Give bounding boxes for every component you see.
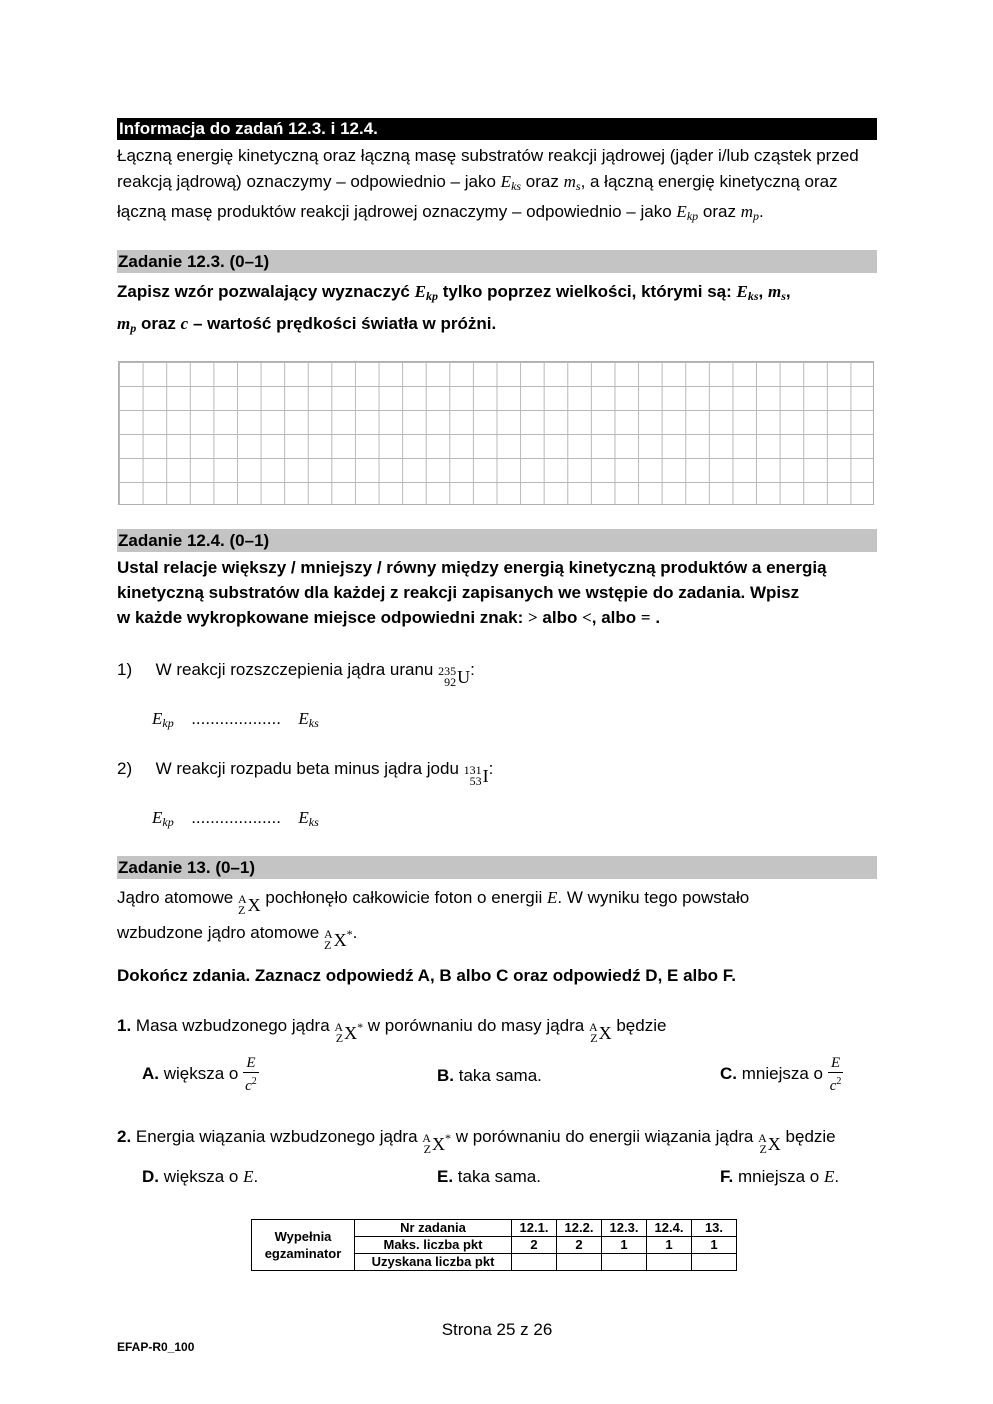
score-obtained-cell[interactable] xyxy=(557,1254,602,1271)
task-13-instruction: Dokończ zdania. Zaznacz odpowiedź A, B albo C oraz odpowiedź D, E albo F. xyxy=(117,966,736,985)
info-text xyxy=(117,143,877,229)
relation-line-2: $E_{kp}$ ................... $E_{ks}$ xyxy=(152,808,319,829)
option-E[interactable]: E. taka sama. xyxy=(437,1167,541,1186)
score-obtained-cell[interactable] xyxy=(512,1254,557,1271)
relation-line-1: $E_{kp}$ ................... $E_{ks}$ xyxy=(152,709,319,730)
score-task-col: 12.3. xyxy=(602,1220,647,1237)
info-line-3: łączną masę produktów reakcji jądrowej oznaczymy – odpowiednio – jako $E_{kp}$ oraz $m_p$. xyxy=(117,202,764,223)
task-12-4-question: Ustal relacje większy / mniejszy / równy między energią kinetyczną produktów a energią kinetyczną substratów dla każdej z reakcji zapisanych we wstępie do zadania. Wpisz w każde wykropkowane miejsce odpowiedni znak: > albo <, albo = . xyxy=(117,558,827,627)
option-B[interactable]: B. taka sama. xyxy=(437,1066,542,1085)
task-12-4-item-1: 1) W reakcji rozszczepienia jądra uranu 235 92 U : xyxy=(117,660,475,689)
task-13-header: Zadanie 13. (0–1) xyxy=(117,856,877,879)
answer-grid[interactable] xyxy=(118,361,874,505)
score-max-cell: 2 xyxy=(512,1237,557,1254)
statement-1: 1. Masa wzbudzonego jądra A Z X * w porównaniu do masy jądra A Z X będzie xyxy=(117,1016,667,1045)
score-task-col: 12.1. xyxy=(512,1220,557,1237)
option-C[interactable]: C. mniejsza o $\frac{E}{c^2}$ xyxy=(720,1055,842,1094)
score-task-col: 12.4. xyxy=(647,1220,692,1237)
score-max-cell: 1 xyxy=(647,1237,692,1254)
score-table-examiner: Wypełnia egzaminator xyxy=(252,1220,355,1271)
exam-code: EFAP-R0_100 xyxy=(117,1340,195,1354)
option-D[interactable]: D. większa o E. xyxy=(142,1167,259,1186)
score-max-cell: 1 xyxy=(692,1237,737,1254)
score-obtained-cell[interactable] xyxy=(647,1254,692,1271)
symbol-m-s: $m_s$ xyxy=(563,172,581,193)
score-table xyxy=(251,1219,737,1271)
task-12-4-header: Zadanie 12.4. (0–1) xyxy=(117,529,877,552)
symbol-E-ks: $E_{ks}$ xyxy=(500,172,522,193)
score-obtained-cell[interactable] xyxy=(692,1254,737,1271)
task-12-4-item-2: 2) W reakcji rozpadu beta minus jądra jodu 131 53 I : xyxy=(117,759,494,788)
score-task-col: 12.2. xyxy=(557,1220,602,1237)
score-table-label-obtained: Uzyskana liczba pkt xyxy=(355,1254,512,1271)
nuclide-uranium: 235 92 U xyxy=(438,664,471,689)
option-A[interactable]: A. większa o $\frac{E}{c^2}$ xyxy=(142,1055,257,1094)
exam-page xyxy=(117,0,877,1404)
symbol-E-kp: $E_{kp}$ xyxy=(676,202,699,223)
task-13-intro: Jądro atomowe A Z X pochłonęło całkowicie foton o energii E. W wyniku tego powstało wzbudzone jądro atomowe A Z X * . xyxy=(117,888,750,952)
blank-relation-2[interactable]: ................... xyxy=(191,808,281,827)
info-line-2: reakcją jądrową) oznaczymy – odpowiednio – jako $E_{ks}$ oraz $m_s$, a łączną energię kinetyczną oraz xyxy=(117,172,838,193)
task-12-3-header: Zadanie 12.3. (0–1) xyxy=(117,250,877,273)
option-F[interactable]: F. mniejsza o E. xyxy=(720,1167,840,1186)
info-header: Informacja do zadań 12.3. i 12.4. xyxy=(117,118,877,140)
score-table-label-max: Maks. liczba pkt xyxy=(355,1237,512,1254)
score-max-cell: 1 xyxy=(602,1237,647,1254)
score-task-col: 13. xyxy=(692,1220,737,1237)
task-12-3-question: Zapisz wzór pozwalający wyznaczyć $E_{kp}$ tylko poprzez wielkości, którymi są: $E_{ks}$, $m_s$, $m_p$ oraz c – wartość prędkości światła w próżni. xyxy=(117,282,791,335)
page-number: Strona 25 z 26 xyxy=(441,1320,553,1339)
score-max-cell: 2 xyxy=(557,1237,602,1254)
statement-2: 2. Energia wiązania wzbudzonego jądra A Z X * w porównaniu do energii wiązania jądra A Z X będzie xyxy=(117,1127,836,1156)
score-table-label-task: Nr zadania xyxy=(355,1220,512,1237)
score-obtained-cell[interactable] xyxy=(602,1254,647,1271)
blank-relation-1[interactable]: ................... xyxy=(191,709,281,728)
symbol-m-p: $m_p$ xyxy=(740,202,759,223)
nuclide-iodine: 131 53 I xyxy=(463,763,489,788)
info-line-1: Łączną energię kinetyczną oraz łączną masę substratów reakcji jądrowej (jąder i/lub cząstek przed xyxy=(117,146,859,165)
